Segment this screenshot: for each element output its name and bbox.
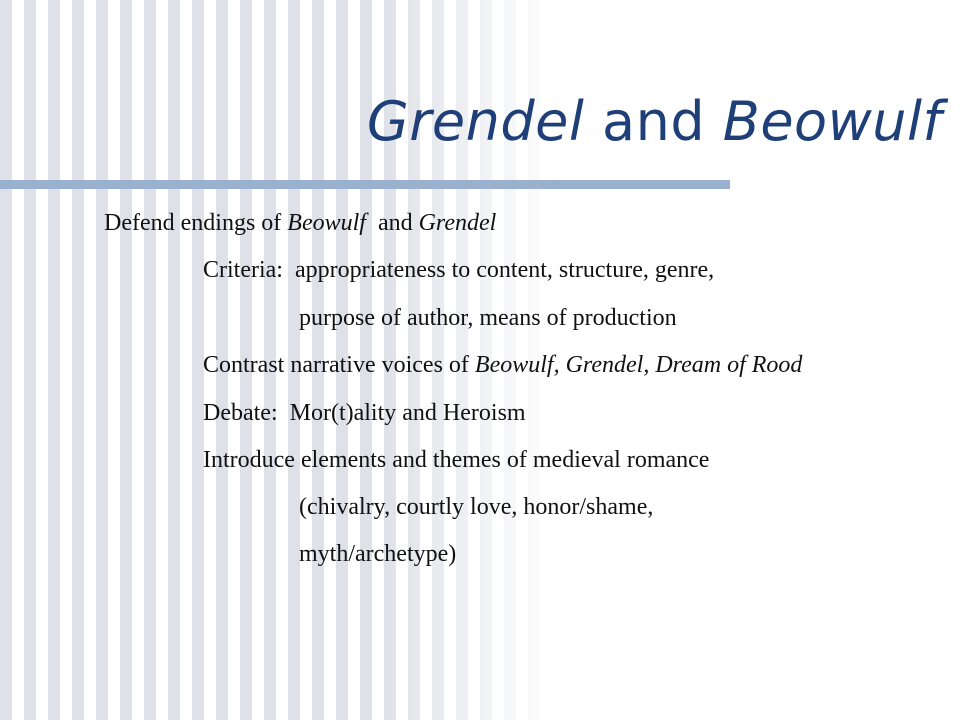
bullet-line-purpose: purpose of author, means of production	[299, 305, 677, 331]
line-text: Contrast narrative voices of	[203, 352, 475, 378]
bullet-line-chivalry: (chivalry, courtly love, honor/shame,	[299, 494, 654, 520]
title-grendel: Grendel	[366, 90, 585, 153]
slide-title	[367, 90, 942, 153]
line-italic-beowulf: Beowulf	[287, 210, 366, 236]
title-and: and	[584, 90, 723, 153]
line-italic-grendel: Grendel	[418, 210, 497, 236]
line-italic-works: Beowulf, Grendel, Dream of Rood	[474, 352, 803, 378]
bullet-line-contrast	[203, 350, 802, 380]
bullet-line-criteria: Criteria: appropriateness to content, structure, genre,	[203, 257, 715, 283]
title-underline-rule	[0, 180, 730, 189]
line-text: and	[365, 210, 419, 236]
bullet-line-introduce: Introduce elements and themes of medieval romance	[203, 447, 710, 473]
bullet-line-debate: Debate: Mor(t)ality and Heroism	[203, 400, 526, 426]
bullet-line-myth: myth/archetype)	[299, 541, 457, 567]
line-text: Defend endings of	[104, 210, 288, 236]
bullet-line-defend-endings	[104, 208, 496, 238]
title-beowulf: Beowulf	[722, 90, 942, 153]
